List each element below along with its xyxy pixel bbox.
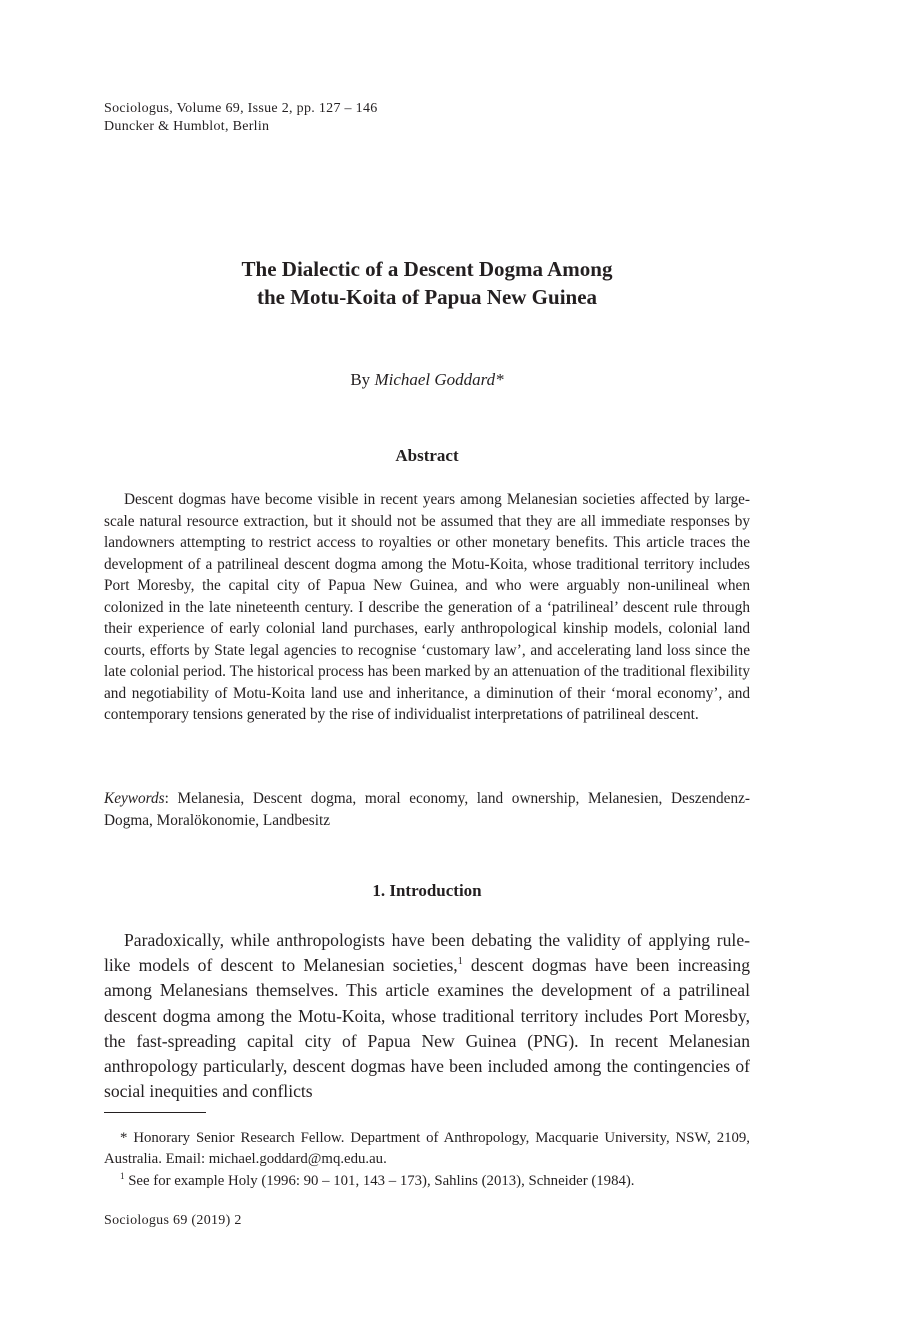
author-byline [104,369,750,391]
footnote-1-marker: 1 [120,1171,125,1182]
title-line-2: the Motu-Koita of Papua New Guinea [256,285,598,309]
journal-header [104,100,378,136]
publisher-line: Duncker & Humblot, Berlin [104,119,270,134]
footnote-author-text: Honorary Senior Research Fellow. Department of Anthropology, Macquarie University, NSW, 2109, Australia. Email: michael.goddard@mq.edu.au. [104,1130,750,1167]
intro-text-part-2: descent dogmas have been increasing among Melanesians themselves. This article examines the development of a patrilineal descent dogma among the Motu-Koita, whose traditional territory includes Port Moresby, the fast-spreading capital city of Papua New Guinea (PNG). In recent Melanesian anthropology particularly, descent dogmas have been included among the contingencies of social inequities and conflicts [104,955,750,1102]
journal-citation-line: Sociologus, Volume 69, Issue 2, pp. 127 – 146 [104,101,378,116]
keywords [104,788,750,831]
byline-prefix: By [350,370,375,389]
introduction-heading: 1. Introduction [372,881,482,900]
footnote-divider [104,1112,206,1113]
intro-text-part-1: Paradoxically, while anthropologists have been debating the validity of applying rule-like models of descent to Melanesian societies, [104,930,750,976]
footnote-author [104,1128,750,1170]
title-line-1: The Dialectic of a Descent Dogma Among [241,257,613,281]
footnote-reference-1[interactable]: 1 [457,956,463,968]
abstract-text: Descent dogmas have become visible in recent years among Melanesian societies affected by large-scale natural resource extraction, but it should not be assumed that they are all immediate responses by landowners attempting to restrict access to royalties or other monetary benefits. This article traces the development of a patrilineal descent dogma among the Motu-Koita, whose traditional territory includes Port Moresby, the capital city of Papua New Guinea, and who were arguably non-unilineal when colonized in the late nineteenth century. I describe the generation of a ‘patrilineal’ descent rule through their experience of early colonial land purchases, early anthropological kinship models, colonial land courts, efforts by State legal agencies to recognise ‘customary law’, and accelerating land loss since the late colonial period. The historical process has been marked by an attenuation of the traditional flexibility and negotiability of Motu-Koita land use and inheritance, a diminution of their ‘moral economy’, and contemporary tensions generated by the rise of individualist interpretations of patrilineal descent. [104,491,750,723]
page-footer: Sociologus 69 (2019) 2 [104,1213,242,1228]
keywords-label: Keywords [104,790,165,807]
footnote-star-marker: * [120,1130,134,1146]
footnote-1-text: See for example Holy (1996: 90 – 101, 143 – 173), Sahlins (2013), Schneider (1984). [124,1173,635,1189]
introduction-paragraph [104,928,750,1104]
author-name: Michael Goddard* [374,370,504,389]
keywords-list: : Melanesia, Descent dogma, moral economy, land ownership, Melanesien, Deszendenz-Dogma, Moralökonomie, Landbesitz [104,790,750,829]
article-title [104,255,750,311]
abstract-heading: Abstract [395,446,459,465]
footnote-1 [104,1171,750,1192]
